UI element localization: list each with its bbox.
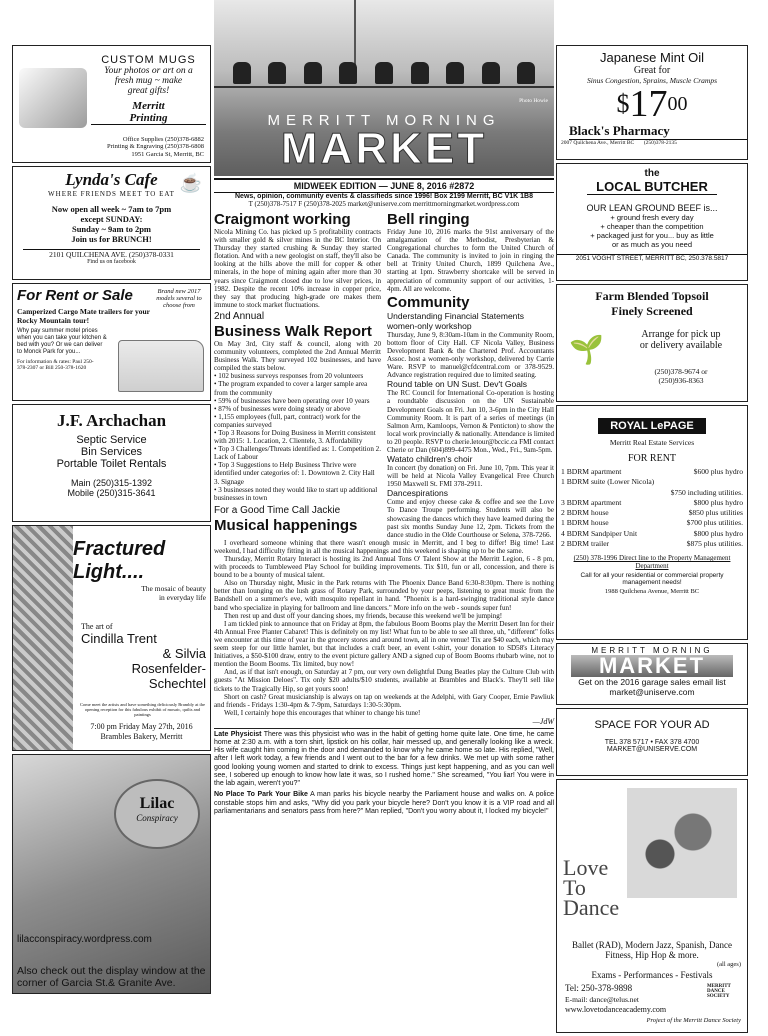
subhead: Dancespirations	[387, 488, 448, 499]
dance-styles: Ballet (RAD), Modern Jazz, Spanish, Dance Fitness, Hip Hop & more.	[572, 940, 732, 960]
paragraph: Then rest up and dust off your dancing shoes, my friends, because this weekend we'll be jumping!	[224, 611, 503, 620]
exhibit-subtitle: The mosaic of beauty	[141, 584, 206, 593]
article-body: Nicola Mining Co. has picked up 5 profitability contracts with smaller gold & silver mines in the BC Interior. On Thursday they started crushing & Sunday they started flotation. And with a new geologist on staff, they'll also be looking at the hills above the mill for copper & other minerals, in the hope of mining again after more than 30 years since Craigmont closed due to low silver prices, in 1982. Despite the recent 10% increase in copper price, they say that producing high-grade ore makes them immune to stock market fluctuations.	[214, 228, 381, 309]
great-for: Great for	[633, 65, 671, 76]
space-email[interactable]: MARKET@UNISERVE.COM	[606, 746, 698, 753]
mosaic-art	[13, 526, 73, 751]
ad-info: Office Supplies (250)378-6882	[122, 135, 204, 143]
butcher-address: 2051 VOGHT STREET, MERRITT BC, 250.378.5817	[557, 254, 747, 262]
mug-photo	[19, 68, 87, 128]
facebook-note: Find us on facebook	[87, 259, 136, 265]
list-item: • 3 businesses noted they would like to start up additional businesses in town	[214, 485, 378, 502]
article-col-left	[214, 210, 381, 539]
article-body: Thursday, June 9, 8:30am-10am in the Community Room, bottom floor of City Hall. CF Nicola Valley, Business Development Bank & the Chartered Prof. Accountants Assoc. host a women-only workshop, delivered by Carrie Ware. RSVP to manuel@cfdcentral.com or 378-9529. Advance registration required due to limited seating.	[387, 330, 554, 380]
butcher-point: + packaged just for you... buy as little	[590, 231, 714, 240]
list-item: • 59% of businesses have been operating over 10 years	[214, 396, 370, 405]
photo-credit: Photo Howie	[519, 98, 548, 104]
delivery-line: Arrange for pick up	[641, 329, 721, 340]
list-item: • 1,155 employees (full, part, contract) work for the companies surveyed	[214, 412, 361, 429]
service-line: Portable Toilet Rentals	[56, 458, 167, 470]
rent-info: For information & rates: Paul 250-378-2307 or Bill 250-378-1620	[17, 359, 94, 371]
garage-sales-ad[interactable]	[556, 643, 748, 705]
ad-line: great gifts!	[127, 86, 170, 96]
cafe-hours: Join us for BRUNCH!	[71, 234, 152, 244]
butcher-point: or as much as you need	[611, 240, 693, 249]
artist-name: Cindilla Trent	[81, 631, 157, 646]
exhibit-venue: Brambles Bakery, Merritt	[100, 732, 183, 741]
headline: Bell ringing	[387, 211, 470, 228]
lilac-url[interactable]: lilacconspiracy.wordpress.com	[17, 934, 152, 945]
bullet-list	[214, 372, 381, 502]
service-line: Bin Services	[80, 446, 143, 458]
butcher-the: the	[644, 168, 660, 179]
rent-title: For Rent or Sale	[17, 287, 133, 304]
local-butcher-ad[interactable]	[556, 163, 748, 281]
phone-line: (250)936-8363	[658, 376, 704, 385]
art-of-label: The art of	[81, 622, 113, 631]
garage-line: Get on the 2016 garage sales email list	[578, 677, 726, 687]
ad-title: CUSTOM MUGS	[101, 54, 196, 66]
cafe-title: Lynda's Cafe	[65, 170, 158, 189]
musical-article	[214, 539, 554, 726]
lyndas-cafe-ad[interactable]	[12, 166, 211, 280]
dance-title: Love	[563, 855, 609, 880]
garage-title: MARKET	[571, 655, 733, 677]
rent-row: 1 BDRM suite (Lower Nicola)	[561, 477, 655, 487]
list-item: • 87% of businesses were doing steady or above	[214, 404, 351, 413]
rent-list	[557, 467, 747, 549]
archachan-ad[interactable]	[12, 404, 211, 522]
tagline: News, opinion, community events & classifieds since 1996! Box 2199 Merritt, BC V1K 1B8	[235, 193, 533, 200]
badge-text: Lilac	[139, 795, 175, 812]
garage-kicker: MERRITT MORNING	[591, 646, 713, 655]
rent-row: 1 BDRM house $700 plus utilities.	[561, 518, 743, 528]
cafe-subtitle: WHERE FRIENDS MEET TO EAT	[48, 190, 175, 198]
tree-graphic	[354, 0, 404, 70]
delivery-line: or delivery available	[639, 340, 723, 351]
trailer-photo	[118, 340, 204, 392]
lepage-subtitle: Merritt Real Estate Services	[609, 438, 695, 447]
subhead: Understanding Financial Statements women-only workshop	[387, 310, 525, 331]
masthead	[214, 0, 554, 176]
subhead: Watato children's choir	[387, 454, 473, 465]
edition-line: MIDWEEK EDITION — JUNE 8, 2016 #2872	[214, 178, 554, 193]
masthead-title: MARKET	[280, 124, 488, 173]
mint-oil-ad[interactable]	[556, 45, 748, 160]
exhibit-note: Come meet the artists and have something deliciously Brambly at the opening reception for this fabulous exhibit of mosaic, quilts and paintings	[80, 702, 205, 717]
joke-title: Late Physicist	[214, 730, 262, 738]
headline: Business Walk Report	[214, 322, 372, 340]
butcher-title: LOCAL BUTCHER	[587, 179, 717, 195]
lilac-badge	[114, 779, 200, 849]
paragraph: Thursday, Merritt Rotary Interact is hosting its 2nd Annual Tons O' Talent Show at the Merritt Legion, 6 - 8 pm, with proceeds to Tumbleweed Play School for building improvements. Tix $10, fun or all, concession, and there is bound to be a bounty of musical talent.	[214, 555, 554, 580]
garage-email[interactable]: market@uniserve.com	[609, 687, 695, 697]
right-ad-column	[556, 45, 748, 1036]
space-tel: TEL 378 5717 • FAX 378 4700	[604, 739, 700, 746]
rent-body: Why pay summer motel prices when you can take your kitchen & bed with you? Or we can deliver to Monck Park for you...	[17, 328, 107, 355]
phone-mobile: Mobile (250)315-3641	[67, 488, 156, 498]
list-item: • The program expanded to cover a larger sample area from the community	[214, 380, 368, 397]
author-signature: —JdW	[532, 716, 554, 726]
paragraph: I overheard someone whining that there wasn't enough music in Merritt, and I beg to differ! Big time! Last weekend, I had difficulty fitting in all the musical happenings and this weekend is shaping up to be the same.	[214, 538, 554, 555]
love-to-dance-ad[interactable]	[556, 779, 748, 1033]
rent-row: $750 including utilities.	[670, 487, 743, 497]
artist-name: & Silvia	[162, 646, 206, 661]
rent-subtitle: Camperized Cargo Mate trailers for your Rocky Mountain tour!	[17, 307, 150, 325]
joke-body: There was this physicist who was in the habit of getting home quite late. One time, he came home at 2:30 a.m. with a torn shirt, lipstick on his collar, hair messed up, and generally looking like a wreck. His wife caught him coming in the door and demanded to know why he came home so late. His replied, "Well, after I left work today, a few friends and I went out to the bar for a few drinks. We met up with some rather good looking young women and started to drink to excess. Things just kept happening, and as you can well see, I sobered up enough to know how late it was, so I rushed home." She screamed, "You liar! You were in the lab again, weren't you?"	[214, 730, 554, 788]
dance-ages: (all ages)	[716, 961, 741, 968]
cafe-hours: Sunday ~ 9am to 2pm	[71, 224, 152, 234]
rent-row: 2 BDRM trailer $875 plus utilities.	[561, 539, 743, 549]
price: $^{\$}17^{00}$	[616, 83, 688, 125]
paragraph: Short on cash? Great musicianship is always on tap on weekends at the Adelphi, with Gary Cooper, Ernie Pawliuk and friends - Fridays 1:30-4pm & 7-9pm, Saturdays 1:30-5:30pm.	[214, 692, 554, 709]
exhibit-subtitle: in everyday life	[158, 593, 206, 602]
headline: Craigmont working	[214, 211, 351, 228]
butcher-point: + ground fresh every day	[610, 213, 694, 222]
rent-badge: Brand new 2017 models several to choose from	[156, 288, 202, 309]
article-body: The RC Council for International Co-operation is hosting a roundtable discussion on the UN Sustainable Development Goals on Fri. Jun 10, 3-6pm in the City Hall Community Room. It is part of a series of meetings (in Salmon Arm, Kamloops, Vernon & Penticton) to show the local work provincially & nationally. Attendance is limited to 20 people. RSVP to cherie.letour@bccic.ca FMI contact Cherie or Dan (604)899-4475 Mon., Wed., Fri., 9am-5pm.	[387, 389, 555, 454]
joke-late-physicist	[214, 728, 554, 788]
dance-extra: Exams - Performances - Festivals	[591, 970, 713, 980]
list-item: • 102 business surveys responses from 20 volunteers	[214, 372, 364, 381]
joke-bike	[214, 789, 554, 816]
phone-line: (250)378-9674 or	[654, 367, 708, 376]
cafe-hours: Now open all week ~ 7am to 7pm	[51, 204, 172, 214]
cafe-address: 2101 QUILCHENA AVE. (250)378-0331	[23, 249, 200, 259]
brand-name: Merritt	[132, 100, 165, 112]
topsoil-title: Farm Blended Topsoil	[595, 289, 709, 303]
list-item: • Top 3 Suggestions to Help Business Thrive were identified under categories of: 1. Downtown 2. City Hall 3. Signage	[214, 461, 375, 486]
cafe-hours: except SUNDAY:	[80, 214, 143, 224]
ad-line: Your photos or art on a	[104, 66, 193, 76]
article-body: On May 3rd, City staff & council, along with 20 community volunteers, completed the 2nd Annual Merritt Business Walk. They surveyed 102 businesses, and have compiled the stats below.	[214, 339, 381, 373]
lepage-address: 1988 Quilchena Avenue, Merritt BC	[604, 588, 700, 596]
space-title: SPACE FOR YOUR AD	[594, 719, 710, 731]
joke-title: No Place To Park Your Bike	[214, 791, 308, 799]
ad-info: 1951 Garcia St, Merritt, BC	[131, 150, 204, 158]
masthead-kicker: MERRITT MORNING	[267, 112, 501, 129]
fence-line	[214, 86, 554, 88]
space-for-ad[interactable]	[556, 708, 748, 776]
company-name: J.F. Archachan	[56, 411, 167, 430]
lilac-conspiracy-ad[interactable]	[12, 754, 211, 994]
paragraph: Also on Thursday night, Music in the Park returns with The Phoenix Dance Band 6:30-8:30pm. There is nothing better than lounging on the lush grass of Rotary Park, surrounded by your peeps, listening to great music from the Bandshell on a summer's eve, with mosquito repellant in hand. "Phoenix is a hard-swinging traditional style dance band who specialize in playing for ballroom and line dancers." More info on the web - sounds super fun!	[214, 579, 554, 612]
kicker: For a Good Time Call Jackie	[214, 504, 341, 516]
article-body: Come and enjoy cheese cake & coffee and see the Love To Dance Troupe performing. Students will also be showcasing the dances which they have learned during the past six months Sunday June 12, 2pm. Tickets from the dance studio in the Olde Courthouse or Selena, 378-7266.	[387, 498, 554, 539]
artist-name: Schechtel	[148, 676, 206, 691]
royal-lepage-ad[interactable]	[556, 405, 748, 640]
dancers-photo	[627, 788, 737, 898]
joke-body: A man parks his bicycle nearby the Parliament house and walks on. A police constable stops him and asks, "Why did you park your bicycle here? Don't you know it is a VIP road and all parliamentarians and senators pass from here?" Man replied, "Don't you worry about it, I locked my bicycle!"	[214, 791, 554, 815]
fractured-light-ad[interactable]	[12, 525, 211, 751]
headline: Community	[387, 293, 470, 311]
dance-web[interactable]: www.lovetodanceacademy.com	[565, 1005, 667, 1014]
list-item: • Top 3 Reasons for Doing Business in Merritt consistent with 2015: 1. Location, 2. Clientele, 3. Affordability	[214, 428, 376, 446]
list-item: • Top 3 Challenges/Threats identified as: 1. Competition 2. Lack of Labour	[214, 445, 381, 462]
headline: Musical happenings	[214, 516, 358, 534]
brand-name: Printing	[91, 112, 206, 125]
rent-row: 3 BDRM apartment $800 plus hydro	[561, 497, 743, 507]
lilac-footer: Also check out the display window at the corner of Garcia St.& Granite Ave.	[17, 965, 206, 989]
article-body: Friday June 10, 2016 marks the 91st anniversary of the amalgamation of the Methodist, Presbyterian & Congregational churches to form the United Church of Canada. The community is invited to join in ringing the bell at Trinity United Church, 1899 Quilchena Ave., starting at 1pm. Strawberry shortcake will be served in appreciation of community support of our activities, 1-4pm. All are welcome.	[387, 228, 554, 293]
article-columns	[214, 210, 554, 539]
contact-line[interactable]: T (250)378-7517 F (250)378-2025 market@uniserve.com merrittmorningmarket.wordpress.com	[248, 200, 520, 208]
ad-line: fresh mug ~ make	[114, 76, 183, 86]
product-name: Japanese Mint Oil	[599, 50, 705, 65]
custom-mugs-ad[interactable]	[12, 45, 211, 163]
badge-text: Conspiracy	[136, 813, 178, 823]
topsoil-ad[interactable]	[556, 284, 748, 402]
dance-tel: Tel: 250-378-9898	[565, 983, 633, 993]
call-note: Call for all your residential or commercial property management needs!	[580, 572, 724, 587]
butcher-point: + cheaper than the competition	[600, 222, 704, 231]
store-address: 2007 Quilchena Ave., Merritt BC (250)378-2135	[561, 140, 677, 146]
service-line: Septic Service	[76, 434, 147, 446]
subhead: Round table on UN Sust. Dev't Goals	[387, 379, 528, 390]
exhibit-title: Light....	[73, 561, 145, 583]
direct-line: (250) 378-1996 Direct line to the Property Management Department	[573, 554, 731, 571]
dance-title: To	[563, 875, 586, 900]
butcher-headline: OUR LEAN GROUND BEEF is...	[586, 203, 718, 213]
dance-society-logo: MERRITT DANCE SOCIETY	[707, 984, 731, 999]
topsoil-delivery	[619, 329, 743, 351]
paragraph: And, as if that isn't enough, on Saturday at 7 pm, our very own delightful Dung Beatles play the Culture Club with guests "At Mission Deloes". Tix only $20 adults/$10 students, available at Brambles and Black's. They'll sell like tickets to the Tragically Hip, so get yours soon!	[214, 668, 554, 693]
shovel-sprout-icon: 🌱	[569, 335, 604, 366]
ad-info: Printing & Engraving (250)378-6808	[107, 143, 204, 150]
article-col-right	[387, 210, 554, 539]
dance-title: Dance	[563, 895, 620, 920]
artist-name: Rosenfelder-	[131, 661, 206, 676]
rent-row: 1 BDRM apartment $600 plus hydro	[561, 467, 743, 476]
topsoil-phone	[619, 367, 743, 385]
exhibit-title: Fractured	[73, 538, 166, 560]
article-body: In concert (by donation) on Fri. June 10, 7pm. This year it will be held at Nicola Valley Evangelical Free Church 1950 Maxwell St. FMI 378-2911.	[387, 464, 554, 489]
rent-row: 2 BDRM house $850 plus utilities	[561, 508, 743, 518]
dance-email[interactable]: E-mail: dance@telus.net	[565, 995, 639, 1004]
kicker: 2nd Annual	[214, 310, 265, 322]
phone-main: Main (250)315-1392	[70, 478, 153, 488]
main-content	[214, 0, 554, 816]
exhibit-date: 7:00 pm Friday May 27th, 2016	[90, 722, 193, 731]
trailer-rent-ad[interactable]	[12, 283, 211, 401]
store-name: Black's Pharmacy	[569, 123, 747, 140]
uses: Sinus Congestion, Sprains, Muscle Cramps	[586, 76, 717, 85]
paragraph: Well, I certainly hope this encourages that whiner to change his tune!	[224, 708, 421, 717]
for-rent-heading: FOR RENT	[627, 453, 677, 464]
topsoil-title: Finely Screened	[611, 304, 693, 318]
dance-project: Project of the Merritt Dance Society	[646, 1017, 741, 1024]
coffee-cup-icon: ☕	[179, 173, 202, 193]
royal-lepage-logo: ROYAL LePAGE	[598, 418, 706, 434]
rent-row: 4 BDRM Sandpiper Unit $800 plus hydro	[561, 528, 743, 538]
paragraph: I am tickled pink to announce that on Friday at 8pm, the fabulous Boom Booms play the Merritt Desert Inn for their 4th Annual Free Planter Cabaret! This is definitely on my list! What fun to be able to see all three, uh, "different" folks we encounter at this time of year in the grocery stores and around town, all in one venue! Tix are $40 each, which may seem steep for our little hamlet, but that includes a craft beer, an event t-shirt, your donation to SD58's Literacy Initiatives, a $50-$100 draw, entry to the event picture gallery AND a signed cup of Boom Booms rhubarb wine, not to mention the Boom Booms. Tix limited, buy now!	[214, 619, 554, 669]
left-ad-column	[12, 45, 211, 997]
